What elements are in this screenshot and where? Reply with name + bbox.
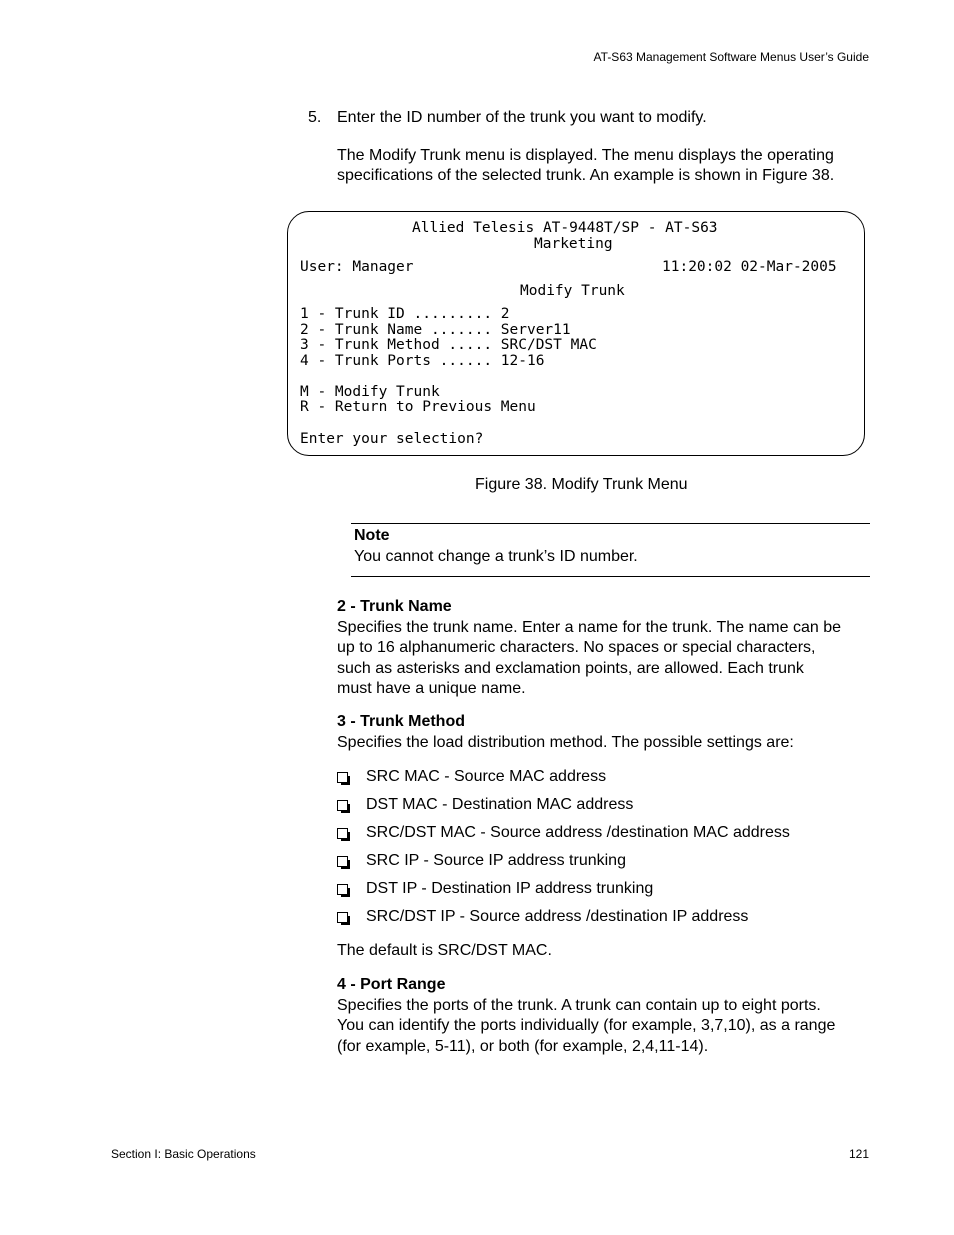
step-text: Enter the ID number of the trunk you want to modify. <box>337 109 707 126</box>
terminal-action: R - Return to Previous Menu <box>300 399 536 415</box>
running-header: AT-S63 Management Software Menus User’s Guide <box>593 50 869 64</box>
checkbox-bullet-icon <box>337 772 348 783</box>
page-number: 121 <box>848 1147 869 1161</box>
trunk-name-description <box>337 618 877 699</box>
terminal-menu-item: 4 - Trunk Ports ...... 12-16 <box>300 353 545 369</box>
checkbox-bullet-icon <box>337 912 348 923</box>
step-number: 5. <box>308 109 322 126</box>
note-title: Note <box>354 527 390 544</box>
checkbox-bullet-icon <box>337 856 348 867</box>
terminal-screen <box>287 211 865 456</box>
trunk-method-heading: 3 - Trunk Method <box>337 713 465 730</box>
terminal-menu-item: 2 - Trunk Name ....... Server11 <box>300 322 571 338</box>
method-option: SRC MAC - Source MAC address <box>337 768 606 786</box>
terminal-title: Allied Telesis AT-9448T/SP - AT-S63 <box>412 220 718 236</box>
step-description: The Modify Trunk menu is displayed. The menu displays the operating specifications of the selected trunk. An example is shown in Figure 38. <box>337 147 835 184</box>
terminal-menu-item: 1 - Trunk ID ......... 2 <box>300 306 510 322</box>
method-option: SRC/DST MAC - Source address /destination MAC address <box>337 824 790 842</box>
note-top-rule <box>351 523 870 524</box>
terminal-menu-title: Modify Trunk <box>520 283 625 299</box>
method-option: SRC/DST IP - Source address /destination IP address <box>337 908 748 926</box>
body-line: Specifies the ports of the trunk. A trunk can contain up to eight ports. <box>337 997 821 1014</box>
trunk-method-intro: Specifies the load distribution method. The possible settings are: <box>337 734 794 751</box>
terminal-prompt: Enter your selection? <box>300 431 484 447</box>
terminal-menu-item: 3 - Trunk Method ..... SRC/DST MAC <box>300 337 597 353</box>
method-option: SRC IP - Source IP address trunking <box>337 852 626 870</box>
trunk-name-heading: 2 - Trunk Name <box>337 598 452 615</box>
terminal-subtitle: Marketing <box>534 236 613 252</box>
terminal-user: User: Manager <box>300 259 414 275</box>
port-range-description <box>337 996 877 1057</box>
body-line: up to 16 alphanumeric characters. No spaces or special characters, <box>337 639 816 657</box>
trunk-method-default: The default is SRC/DST MAC. <box>337 942 552 959</box>
figure-caption: Figure 38. Modify Trunk Menu <box>475 476 688 493</box>
method-option: DST MAC - Destination MAC address <box>337 796 633 814</box>
port-range-heading: 4 - Port Range <box>337 976 446 993</box>
method-option: DST IP - Destination IP address trunking <box>337 880 653 898</box>
body-line: (for example, 5-11), or both (for example, 2,4,11-14). <box>337 1037 709 1055</box>
note-bottom-rule <box>351 576 870 577</box>
terminal-action: M - Modify Trunk <box>300 384 440 400</box>
body-line: must have a unique name. <box>337 679 526 697</box>
terminal-datetime: 11:20:02 02-Mar-2005 <box>662 259 837 275</box>
checkbox-bullet-icon <box>337 828 348 839</box>
checkbox-bullet-icon <box>337 800 348 811</box>
footer-section: Section I: Basic Operations <box>111 1147 256 1161</box>
body-line: You can identify the ports individually (for example, 3,7,10), as a range <box>337 1017 836 1035</box>
body-line: Specifies the trunk name. Enter a name for the trunk. The name can be <box>337 619 841 636</box>
body-line: such as asterisks and exclamation points, are allowed. Each trunk <box>337 659 804 677</box>
note-text: You cannot change a trunk’s ID number. <box>354 548 638 565</box>
checkbox-bullet-icon <box>337 884 348 895</box>
